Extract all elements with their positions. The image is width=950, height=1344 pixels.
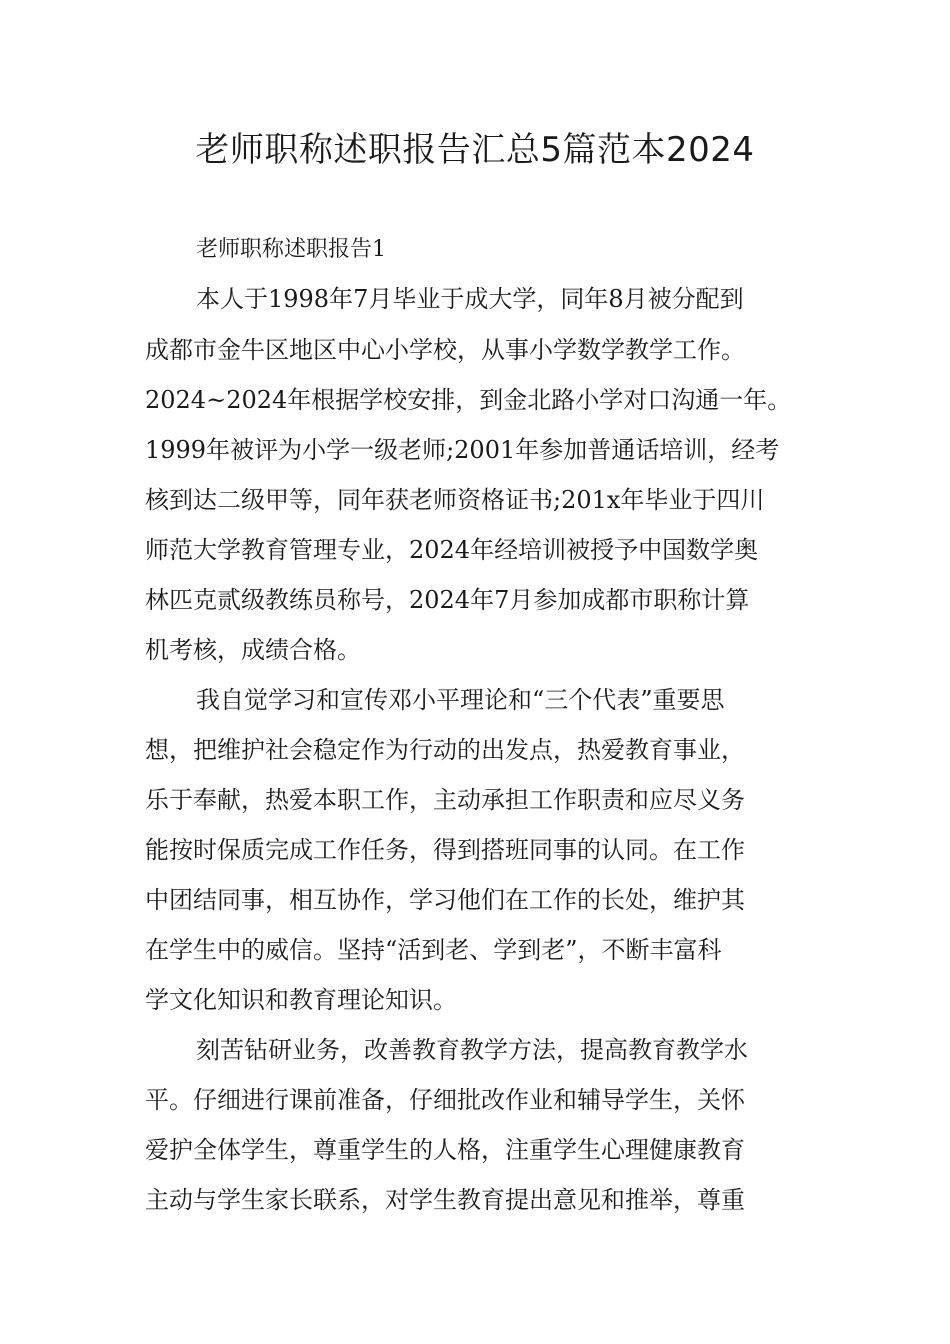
paragraph-line: 中团结同事，相互协作，学习他们在工作的长处，维护其: [145, 886, 745, 914]
paragraph-line: 主动与学生家长联系，对学生教育提出意见和推举，尊重: [145, 1186, 745, 1214]
paragraph-line: 成都市金牛区地区中心小学校，从事小学数学教学工作。: [145, 336, 745, 364]
paragraph-line: 核到达二级甲等，同年获老师资格证书;201x年毕业于四川: [145, 486, 765, 514]
paragraph-line: 刻苦钻研业务，改善教育教学方法，提高教育教学水: [196, 1036, 748, 1064]
paragraph-line: 在学生中的威信。坚持“活到老、学到老”，不断丰富科: [145, 936, 722, 964]
paragraph-line: 想，把维护社会稳定作为行动的出发点，热爱教育事业，: [145, 736, 745, 764]
section-heading: 老师职称述职报告1: [196, 237, 386, 262]
paragraph-line: 我自觉学习和宣传邓小平理论和“三个代表”重要思: [196, 686, 725, 714]
paragraph-line: 2024~2024年根据学校安排，到金北路小学对口沟通一年。: [145, 386, 792, 414]
paragraph-line: 师范大学教育管理专业，2024年经培训被授予中国数学奥: [145, 536, 759, 564]
paragraph-line: 能按时保质完成工作任务，得到搭班同事的认同。在工作: [145, 836, 745, 864]
paragraph-line: 平。仔细进行课前准备，仔细批改作业和辅导学生，关怀: [145, 1086, 745, 1114]
paragraph-line: 机考核，成绩合格。: [145, 636, 361, 664]
paragraph-line: 林匹克贰级教练员称号，2024年7月参加成都市职称计算: [145, 586, 750, 614]
paragraph-line: 本人于1998年7月毕业于成大学，同年8月被分配到: [196, 285, 744, 313]
paragraph-line: 1999年被评为小学一级老师;2001年参加普通话培训，经考: [145, 436, 780, 464]
document-title: 老师职称述职报告汇总5篇范本2024: [195, 130, 755, 170]
paragraph-line: 乐于奉献，热爱本职工作，主动承担工作职责和应尽义务: [145, 786, 745, 814]
paragraph-line: 学文化知识和教育理论知识。: [145, 986, 457, 1014]
paragraph-line: 爱护全体学生，尊重学生的人格，注重学生心理健康教育: [145, 1136, 745, 1164]
